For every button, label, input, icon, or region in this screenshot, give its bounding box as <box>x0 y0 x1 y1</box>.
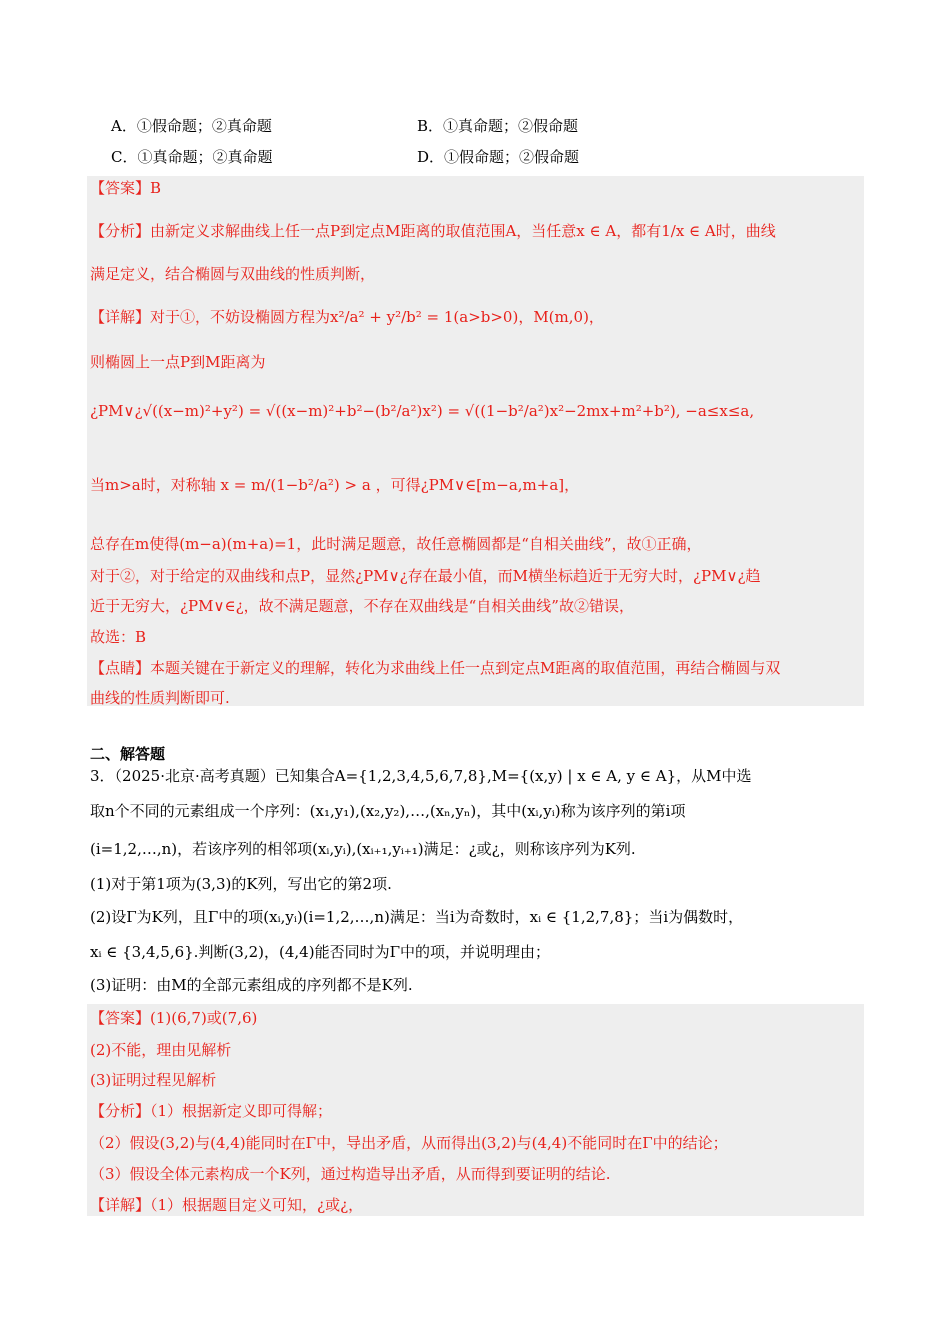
section-title: 二、解答题 <box>90 745 166 763</box>
q2-detail-line7: 近于无穷大，¿PM∨∈¿，故不满足题意，不存在双曲线是“自相关曲线”故②错误， <box>90 597 634 615</box>
q2-analysis-line2: 满足定义，结合椭圆与双曲线的性质判断， <box>90 265 376 283</box>
q2-detail-line1: 【详解】对于①，不妨设椭圆方程为x²/a² + y²/b² = 1(a>b>0)，M(m,0)， <box>90 308 604 326</box>
q2-choose: 故选：B <box>90 628 147 646</box>
q3-stem-line1: 3．（2025·北京·高考真题）已知集合A={1,2,3,4,5,6,7,8},M={(x,y) | x ∈ A, y ∈ A}，从M中选 <box>90 767 752 785</box>
option-c: C．①真命题；②真命题 <box>111 148 273 166</box>
option-b: B．①真命题；②假命题 <box>417 117 579 135</box>
q2-comment-line1: 【点睛】本题关键在于新定义的理解，转化为求曲线上任一点到定点M距离的取值范围，再结合椭圆与双 <box>90 659 781 677</box>
q3-part2-line2: xᵢ ∈ {3,4,5,6}.判断(3,2)，(4,4)能否同时为Γ中的项，并说明理由； <box>90 943 550 961</box>
solution-block-q2 <box>87 176 864 706</box>
q2-detail-line3: ¿PM∨¿√((x−m)²+y²) = √((x−m)²+b²−(b²/a²)x²) = √((1−b²/a²)x²−2mx+m²+b²), −a≤x≤a, <box>90 402 755 420</box>
option-a: A．①假命题；②真命题 <box>111 117 272 135</box>
option-d: D．①假命题；②假命题 <box>417 148 580 166</box>
q3-analysis-line1: 【分析】（1）根据新定义即可得解； <box>90 1102 333 1120</box>
q2-analysis-line1: 【分析】由新定义求解曲线上任一点P到定点M距离的取值范围A，当任意x ∈ A，都有1/x ∈ A时，曲线 <box>90 222 776 240</box>
q3-answer-line3: (3)证明过程见解析 <box>90 1071 217 1089</box>
q3-detail-line1: 【详解】（1）根据题目定义可知，¿或¿， <box>90 1196 364 1214</box>
q2-detail-line5: 总存在m使得(m−a)(m+a)=1，此时满足题意，故任意椭圆都是“自相关曲线”，故①正确， <box>90 535 702 553</box>
q3-part1: (1)对于第1项为(3,3)的K列，写出它的第2项. <box>90 875 392 893</box>
q2-detail-line4: 当m>a时，对称轴 x = m/(1−b²/a²) > a ，可得¿PM∨∈[m−a,m+a]， <box>90 476 580 494</box>
q3-answer-line1: 【答案】(1)(6,7)或(7,6) <box>90 1009 258 1027</box>
q2-detail-line2: 则椭圆上一点P到M距离为 <box>90 353 266 371</box>
q2-comment-line2: 曲线的性质判断即可. <box>90 689 230 707</box>
q3-stem-line3: (i=1,2,…,n)，若该序列的相邻项(xᵢ,yᵢ),(xᵢ₊₁,yᵢ₊₁)满足：¿或¿，则称该序列为K列. <box>90 840 636 858</box>
q3-part2-line1: (2)设Γ为K列，且Γ中的项(xᵢ,yᵢ)(i=1,2,…,n)满足：当i为奇数时，xᵢ ∈ {1,2,7,8}；当i为偶数时， <box>90 908 744 926</box>
q3-analysis-line2: （2）假设(3,2)与(4,4)能同时在Γ中，导出矛盾，从而得出(3,2)与(4,4)不能同时在Γ中的结论； <box>90 1134 728 1152</box>
q3-answer-line2: (2)不能，理由见解析 <box>90 1041 232 1059</box>
q3-analysis-line3: （3）假设全体元素构成一个K列，通过构造导出矛盾，从而得到要证明的结论. <box>90 1165 611 1183</box>
q2-answer: 【答案】B <box>90 179 162 197</box>
q3-stem-line2: 取n个不同的元素组成一个序列：(x₁,y₁),(x₂,y₂),…,(xₙ,yₙ)，其中(xᵢ,yᵢ)称为该序列的第i项 <box>90 802 686 820</box>
q2-detail-line6: 对于②，对于给定的双曲线和点P，显然¿PM∨¿存在最小值，而M横坐标趋近于无穷大时，¿PM∨¿趋 <box>90 567 761 585</box>
q3-part3: (3)证明：由M的全部元素组成的序列都不是K列. <box>90 976 413 994</box>
